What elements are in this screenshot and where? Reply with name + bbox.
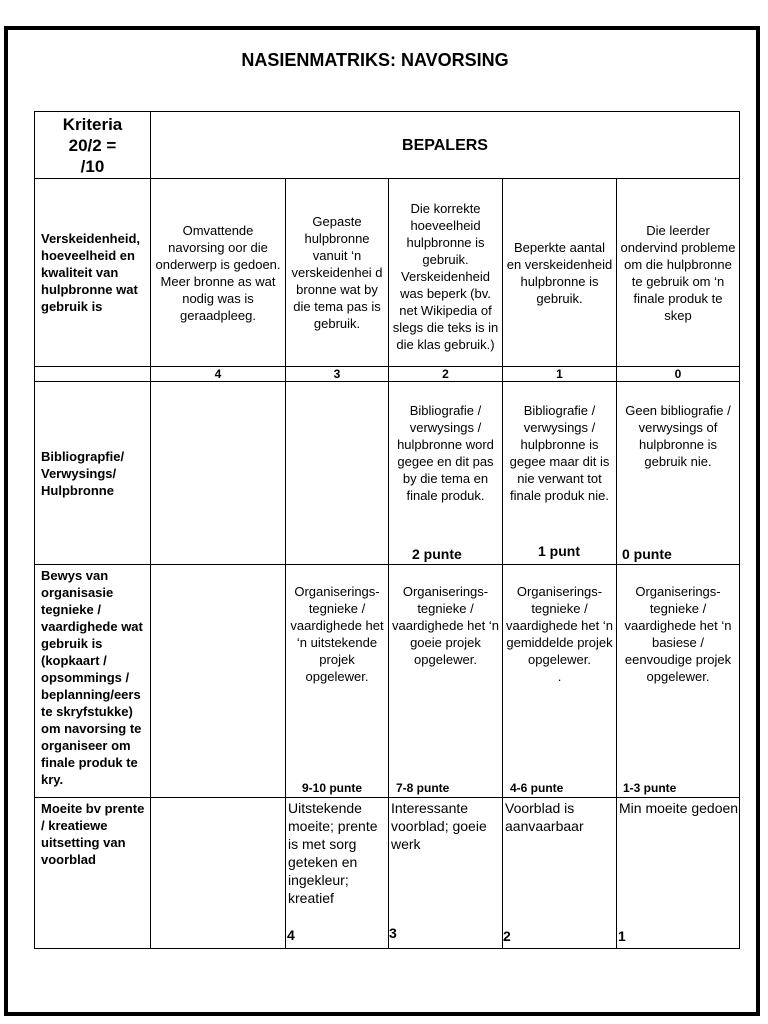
points-label: 0 punte (622, 546, 672, 562)
score-cell: 0 (674, 366, 682, 381)
page-title: NASIENMATRIKS: NAVORSING (241, 50, 509, 70)
determinants-header: BEPALERS (402, 136, 488, 154)
rubric-cell: Interessante voorblad; goeie werk (391, 800, 487, 852)
points-label: 1 punt (538, 543, 580, 559)
points-label: 7-8 punte (396, 781, 450, 795)
points-label: 9-10 punte (302, 781, 363, 795)
rubric-cell: Bibliografie / verwysings / hulpbronne is gegee maar dit is nie verwant tot finale produk nie. (509, 403, 610, 503)
points-label: 2 (503, 928, 511, 944)
points-label: 2 punte (412, 546, 462, 562)
score-cell: 2 (442, 366, 449, 381)
rubric-cell: Organiserings-tegnieke / vaardighede het ‘n basiese / eenvoudige projek opgelewer. (624, 584, 732, 684)
criterion-cell: Moeite bv prente / kreatiewe uitsetting van voorblad (41, 801, 145, 867)
score-cell: 4 (214, 366, 222, 381)
rubric-cell: Bibliografie / verwysings / hulpbronne word gegee en dit pas by die tema en finale produk. (397, 403, 494, 503)
score-cell: 1 (556, 366, 563, 381)
points-label: 1 (618, 928, 626, 944)
points-label: 4-6 punte (510, 781, 564, 795)
table-border-right (739, 111, 740, 949)
rubric-cell: Organiserings-tegnieke / vaardighede het ‘n goeie projek opgelewer. (392, 584, 499, 667)
rubric-cell: Geen bibliografie / verwysings of hulpbronne is gebruik nie. (625, 403, 731, 469)
criterion-cell: Bewys van organisasie tegnieke / vaardighede wat gebruik is (kopkaart / opsommings / beplanning/eers te skryfstukke) om navorsing te organiseer om finale produk te kry. (41, 568, 143, 787)
criterion-cell: Bibliograpfie/ Verwysings/ Hulpbronne (41, 448, 125, 498)
rubric-cell: Gepaste hulpbronne vanuit ‘n verskeidenhei d bronne wat by die tema pas is gebruik. (291, 214, 383, 331)
rubric-cell: Organiserings-tegnieke / vaardighede het ‘n gemiddelde projek opgelewer. . (506, 584, 613, 684)
rubric-cell: Die korrekte hoeveelheid hulpbronne is gebruik. Verskeidenheid was beperk (bv. net Wikipedia of slegs die teks is in die klas gebruik.) (392, 201, 499, 352)
points-label: 3 (389, 925, 397, 941)
rubric-cell: Voorblad is aanvaarbaar (505, 800, 584, 834)
rubric-cell: Beperkte aantal en verskeidenheid hulpbronne is gebruik. (506, 239, 613, 306)
rubric-cell: Omvattende navorsing oor die onderwerp is gedoen. Meer bronne as wat nodig was is geraadpleeg. (155, 222, 281, 323)
score-cell: 3 (333, 366, 341, 381)
table-border-bottom (34, 948, 740, 949)
rubric-cell: Uitstekende moeite; prente is met sorg geteken en ingekleur; kreatief (288, 800, 378, 906)
criteria-header: Kriteria 20/2 = /10 (62, 114, 123, 176)
rubric-cell: Min moeite gedoen (619, 800, 739, 816)
rubric-cell: Die leerder ondervind probleme om die hulpbronne te gebruik om ‘n finale produk te skep (620, 222, 736, 323)
points-label: 1-3 punte (623, 781, 677, 795)
criterion-cell: Verskeidenheid, hoeveelheid en kwaliteit van hulpbronne wat gebruik is (41, 231, 140, 314)
rubric-cell: Organiserings-tegnieke / vaardighede het ‘n uitstekende projek opgelewer. (290, 584, 384, 684)
points-label: 4 (287, 927, 295, 943)
